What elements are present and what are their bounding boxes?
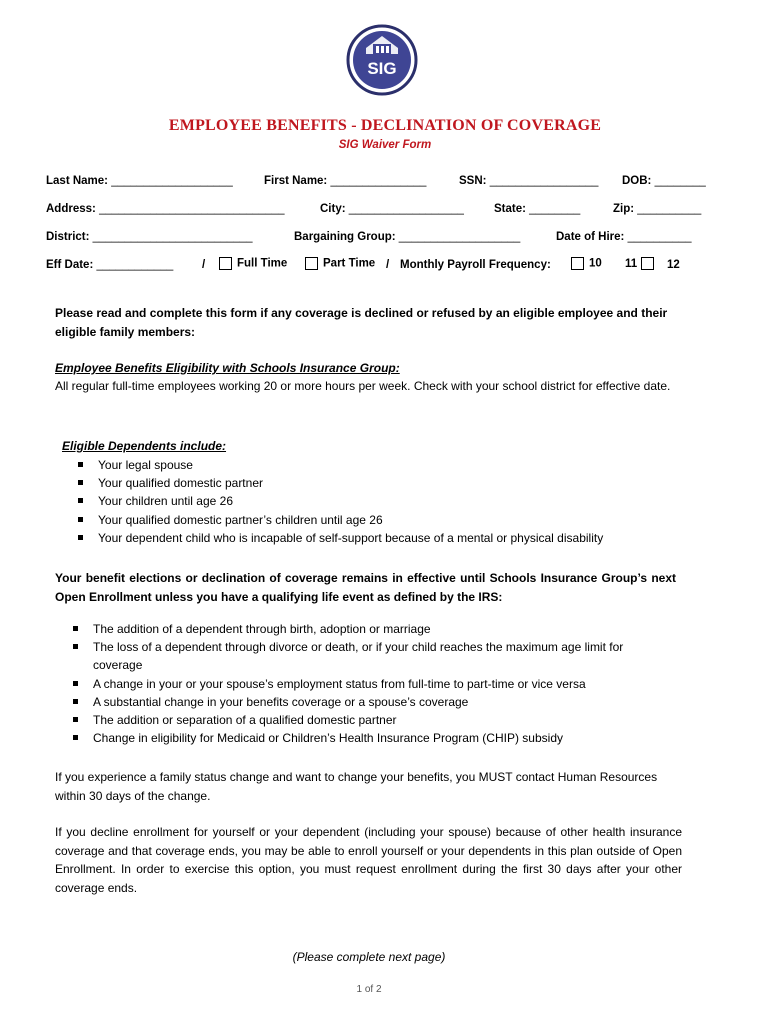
address-blank[interactable]: _____________________________ [99,203,285,215]
page-subtitle: SIG Waiver Form [338,139,432,151]
ssn-field[interactable] [459,175,598,187]
bargaining-group-field[interactable] [294,231,520,243]
full-time-label: Full Time [237,257,288,270]
freq-11-label: 11 [625,257,638,270]
list-item: Your qualified domestic partner [74,474,694,492]
state-blank[interactable]: ________ [529,203,581,215]
ssn-blank[interactable]: _________________ [489,175,599,187]
part-time-option[interactable] [305,257,375,270]
freq-10-label: 10 [589,257,602,270]
eff-date-label: Eff Date: [46,259,94,271]
list-item: Change in eligibility for Medicaid or Children’s Health Insurance Program (CHIP) subsidy [69,729,669,747]
dob-field[interactable] [622,175,706,187]
date-of-hire-field[interactable] [556,231,692,243]
freq-10-option[interactable] [571,257,602,270]
dependents-list [74,456,694,547]
dob-label: DOB: [622,175,652,187]
page-title: EMPLOYEE BENEFITS - DECLINATION OF COVERAGE [168,117,602,134]
address-label: Address: [46,203,96,215]
status-change-text: If you experience a family status change and want to change your benefits, you MUST contact Human Resources within 30 days of the change. [55,770,658,803]
elections-heading: Your benefit elections or declination of coverage remains in effective until Schools Insurance Group’s next Open Enrollment unless you have a qualifying life event as defined by the IRS: [55,571,676,604]
city-blank[interactable]: __________________ [348,203,464,215]
date-of-hire-label: Date of Hire: [556,231,625,243]
eff-date-field[interactable] [46,259,173,271]
eligibility-text: All regular full-time employees working 20 or more hours per week. Check with your school district for effective date. [55,379,671,393]
zip-field[interactable] [613,203,701,215]
part-time-checkbox[interactable] [305,257,318,270]
freq-12-option[interactable] [667,259,680,271]
sig-logo-icon [346,24,418,96]
list-item: Your dependent child who is incapable of self-support because of a mental or physical disability [74,529,694,547]
ssn-label: SSN: [459,175,487,187]
list-item: Your qualified domestic partner’s children until age 26 [74,511,694,529]
first-name-label: First Name: [264,175,328,187]
state-field[interactable] [494,203,580,215]
freq-11-checkbox[interactable] [641,257,654,270]
bargaining-group-label: Bargaining Group: [294,231,396,243]
decline-note-text: If you decline enrollment for yourself or your dependent (including your spouse) because of other health insurance coverage and that coverage ends, you may be able to enroll yourself or your dependents in this plan outside of Open Enrollment. In order to exercise this option, you must request enrollment during the first 30 days after your other coverage ends. [55,825,682,895]
full-time-checkbox[interactable] [219,257,232,270]
payroll-frequency-label: Monthly Payroll Frequency: [400,259,551,271]
state-label: State: [494,203,526,215]
list-item: A substantial change in your benefits coverage or a spouse’s coverage [69,693,669,711]
first-name-field[interactable] [264,175,426,187]
list-item: The loss of a dependent through divorce or death, or if your child reaches the maximum age limit for coverage [69,638,663,674]
list-item: The addition of a dependent through birth, adoption or marriage [69,620,669,638]
zip-blank[interactable]: __________ [637,203,702,215]
list-item: A change in your or your spouse’s employment status from full-time to part-time or vice versa [69,675,669,693]
sig-logo [346,24,418,96]
dob-blank[interactable]: ________ [654,175,706,187]
logo-text: SIG [367,59,397,78]
dependents-heading: Eligible Dependents include: [62,439,227,453]
district-field[interactable] [46,231,253,243]
list-item: Your legal spouse [74,456,694,474]
last-name-label: Last Name: [46,175,108,187]
full-time-option[interactable] [219,257,287,270]
last-name-blank[interactable]: ___________________ [111,175,233,187]
part-time-label: Part Time [323,257,376,270]
freq-11-option[interactable] [609,257,654,270]
next-page-note: (Please complete next page) [292,950,446,964]
list-item: Your children until age 26 [74,492,694,510]
bargaining-group-blank[interactable]: ___________________ [398,231,521,243]
date-of-hire-blank[interactable]: __________ [627,231,692,243]
zip-label: Zip: [613,203,635,215]
first-name-blank[interactable]: _______________ [330,175,427,187]
city-field[interactable] [320,203,464,215]
district-label: District: [46,231,90,243]
slash-separator: / [202,259,206,271]
freq-12-label: 12 [667,259,680,271]
eff-date-blank[interactable]: ____________ [96,259,174,271]
list-item: The addition or separation of a qualified domestic partner [69,711,669,729]
last-name-field[interactable] [46,175,233,187]
elections-list [69,620,669,747]
district-blank[interactable]: _________________________ [92,231,253,243]
eligibility-heading: Employee Benefits Eligibility with Schools Insurance Group: [55,361,400,375]
address-field[interactable] [46,203,285,215]
slash-separator-2: / [386,259,390,271]
freq-10-checkbox[interactable] [571,257,584,270]
page-number: 1 of 2 [356,984,382,995]
intro-text: Please read and complete this form if any coverage is declined or refused by an eligible employee and their eligible family members: [55,306,668,339]
city-label: City: [320,203,346,215]
